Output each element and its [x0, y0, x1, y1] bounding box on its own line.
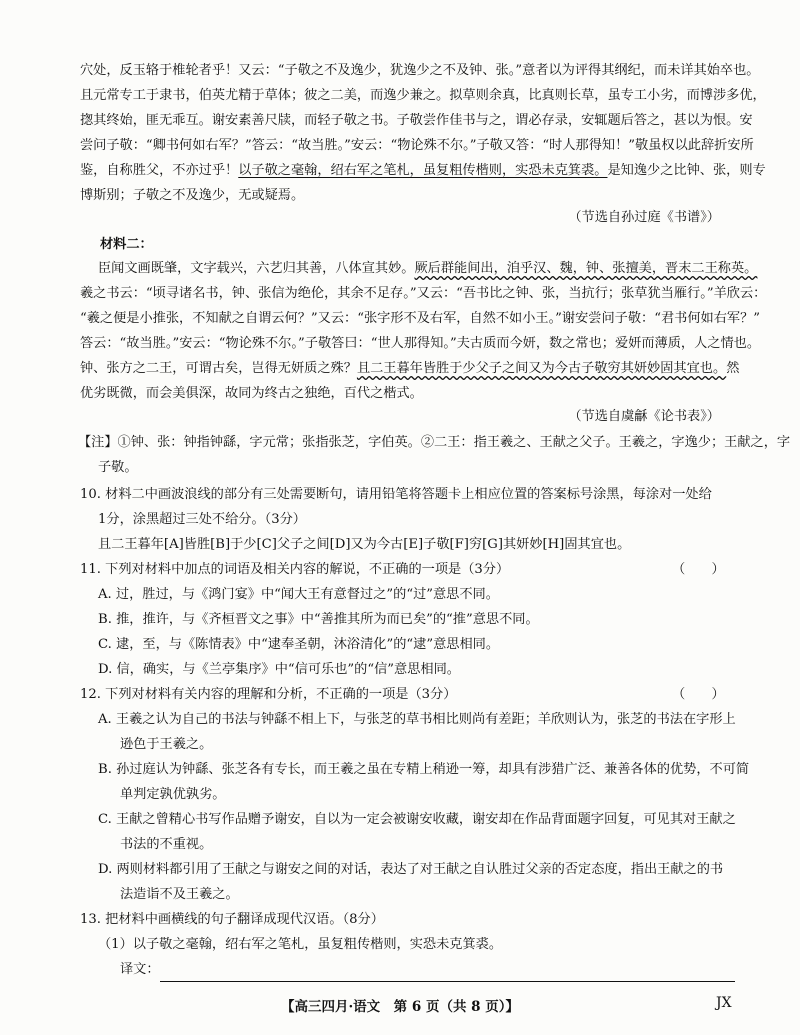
material2-source: （节选自虞龢《论书表》）: [568, 409, 720, 424]
note-line-2: 子敬。: [98, 460, 138, 475]
q12-option-c-cont: 书法的不重视。: [120, 837, 213, 852]
passage1-line-1: 穴处，反玉辂于椎轮者乎！又云：“子敬之不及逸少，犹逸少之不及钟、张。”意者以为评得其纲纪，而未详其始卒也。: [80, 63, 760, 78]
passage1-line-5-tail: 是知逸少之比钟、张，则专: [607, 163, 766, 178]
passage1-line-5: [80, 158, 766, 183]
q11-option-d: D. 信，确实，与《兰亭集序》中“信可乐也”的“信”意思相同。: [98, 662, 460, 677]
exam-code: JX: [716, 995, 732, 1011]
wavy-underline-2: 且二王暮年皆胜于少父子之间又为今古子敬穷其妍妙固其宜也。: [356, 361, 727, 376]
translation-answer-line[interactable]: [160, 965, 735, 982]
q12-option-d-cont: 法造诣不及王羲之。: [120, 887, 239, 902]
material2-line-2: 羲之书云：“顷寻诸名书，钟、张信为绝伦，其余不足存。”又云：“吾书比之钟、张，当抗行；张草犹当雁行。”羊欣云：: [80, 286, 767, 301]
q12-option-d: D. 两则材料都引用了王献之与谢安之间的对话，表达了对王献之自认胜过父亲的否定态度，指出王献之的书: [98, 862, 724, 877]
q13-sub1: （1）以子敬之毫翰，绍右军之笔札，虽复粗传楷则，实恐未克箕裘。: [98, 937, 503, 952]
note-line-1: 【注】①钟、张：钟指钟繇，字元常；张指张芝，字伯英。②二王：指王羲之、王献之父子。王羲之，字逸少；王献之，字: [78, 435, 791, 450]
page-footer: 【高三四月·语文 第 6 页（共 8 页）】: [280, 999, 520, 1015]
underlined-sentence-1: 以子敬之毫翰，绍右军之笔札，虽复粗传楷则，实恐未克箕裘。: [238, 163, 608, 178]
material2-line-6: 优劣既微，而会美俱深，故同为终古之独绝，百代之楷式。: [80, 386, 423, 401]
q11-option-b: B. 推，推许，与《齐桓晋文之事》中“善推其所为而已矣”的“推”意思不同。: [98, 612, 539, 627]
q10-stem: 10. 材料二中画波浪线的部分有三处需要断句，请用铅笔将答题卡上相应位置的答案标号涂黑，每涂对一处给: [80, 487, 712, 502]
material2-heading: 材料二：: [100, 237, 153, 252]
q12-option-c: C. 王献之曾精心书写作品赠予谢安，自以为一定会被谢安收藏，谢安却在作品背面题字回复，可见其对王献之: [98, 812, 736, 827]
passage1-line-3: 揔其终始，匪无乖互。谢安素善尺牍，而轻子敬之书。子敬尝作佳书与之，谓必存录，安辄题后答之，甚以为恨。安: [80, 113, 753, 128]
q11-stem-text: 11. 下列对材料中加点的词语及相关内容的解说，不正确的一项是（3分）: [80, 562, 510, 577]
material2-line-5: [80, 356, 740, 381]
q11-option-a: A. 过，胜过，与《鸿门宴》中“闻大王有意督过之”的“过”意思不同。: [98, 587, 499, 602]
passage1-line-5-text: 鉴，自称胜父，不亦过乎！: [80, 163, 239, 178]
q12-answer-paren[interactable]: （ ）: [672, 687, 725, 702]
q12-option-b: B. 孙过庭认为钟繇、张芝各有专长，而王羲之虽在专精上稍逊一筹，却具有涉猎广泛、兼善各体的优势，不可简: [98, 762, 750, 777]
q12-option-b-cont: 单判定孰优孰劣。: [120, 787, 226, 802]
material2-line-3: “羲之便是小推张，不知献之自谓云何？”又云：“张字形不及右军，自然不如小王。”谢安尝问子敬：“君书何如右军？”: [80, 311, 761, 326]
passage1-line-4: 尝问子敬：“卿书何如右军？”答云：“故当胜。”安云：“物论殊不尔。”子敬又答：“时人那得知！”敬虽权以此辞折安所: [80, 138, 754, 153]
q12-stem: [80, 682, 730, 707]
q11-answer-paren[interactable]: （ ）: [672, 562, 725, 577]
q13-stem: 13. 把材料中画横线的句子翻译成现代汉语。（8分）: [80, 912, 384, 927]
material2-line-1-text: 臣闻文画既肇，文字载兴，六艺归其善，八体宣其妙。: [98, 261, 415, 276]
passage1-line-2: 且元常专工于隶书，伯英尤精于草体；彼之二美，而逸少兼之。拟草则余真，比真则长草，虽专工小劣，而博涉多优，: [80, 88, 766, 103]
q13-translation-row: [120, 957, 730, 982]
passage1-line-6: 博斯别；子敬之不及逸少，无或疑焉。: [80, 188, 305, 203]
q12-stem-text: 12. 下列对材料有关内容的理解和分析，不正确的一项是（3分）: [80, 687, 457, 702]
q11-option-c: C. 逮，至，与《陈情表》中“逮奉圣朝，沐浴清化”的“逮”意思相同。: [98, 637, 500, 652]
material2-line-5-text: 钟、张方之二王，可谓古矣，岂得无妍质之殊？: [80, 361, 357, 376]
q12-option-a: A. 王羲之认为自己的书法与钟繇不相上下，与张芝的草书相比则尚有差距；羊欣则认为，张芝的书法在字形上: [98, 712, 736, 727]
material2-line-4: 答云：“故当胜。”安云：“物论殊不尔。”子敬答曰：“世人那得知。”夫古质而今妍，数之常也；爱妍而薄质，人之情也。: [80, 336, 761, 351]
q11-stem: [80, 557, 730, 582]
q10-options: 且二王暮年[A]皆胜[B]于少[C]父子之间[D]又为今古[E]子敬[F]穷[G]其妍妙[H]固其宜也。: [98, 537, 631, 552]
translation-label: 译文：: [120, 962, 160, 977]
wavy-underline-1: 厥后群能间出，洎乎汉、魏，钟、张擅美，晋末二王称英。: [414, 261, 758, 276]
q10-stem-cont: 1分，涂黑超过三处不给分。（3分）: [98, 512, 306, 527]
q12-option-a-cont: 逊色于王羲之。: [120, 737, 213, 752]
material2-line-1: [98, 256, 758, 281]
material2-line-5-tail: 然: [726, 361, 740, 376]
passage1-source: （节选自孙过庭《书谱》）: [568, 210, 720, 225]
